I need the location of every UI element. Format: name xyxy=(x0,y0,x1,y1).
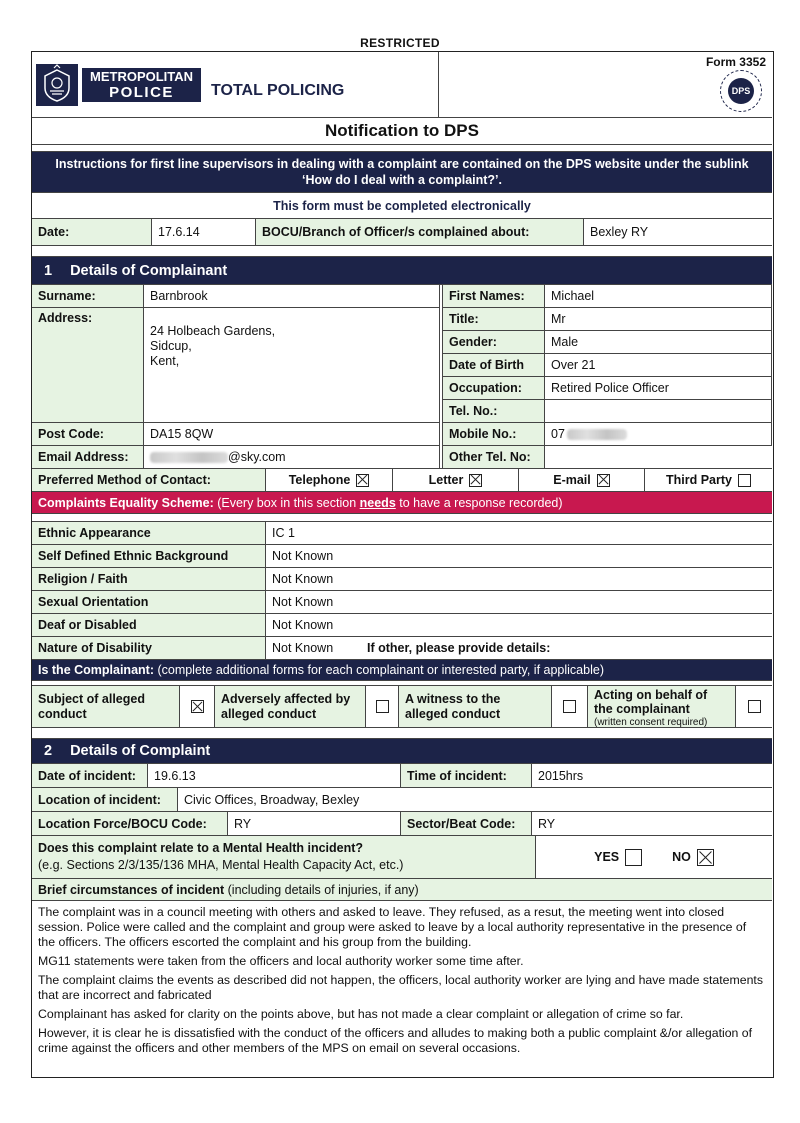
mh-yes-label: YES xyxy=(594,850,620,864)
sector-code-label: Sector/Beat Code: xyxy=(401,812,532,836)
email-value[interactable] xyxy=(144,446,440,469)
deaf-disabled-label: Deaf or Disabled xyxy=(32,614,266,637)
section1-number: 1 xyxy=(44,262,53,279)
narrative-paragraph: The complaint was in a council meeting with others and asked to leave. They refused, as a resut, the meeting went into closed session. Police were called and the complaint and group were asked to leave by a local authority representative in the presence of the officers. The officers escorted the complaint and his group from the building. xyxy=(38,905,747,949)
mh-yes-checkbox[interactable] xyxy=(625,849,642,866)
narrative-paragraph: The complaint claims the events as described did not happen, the officers, local authority worker are lying and have made statements that are incorrect and fabricated xyxy=(38,973,763,1002)
ethnic-appearance-value[interactable]: IC 1 xyxy=(266,522,772,545)
met-police-logo-area xyxy=(32,52,439,118)
force-code-value[interactable]: RY xyxy=(228,812,401,836)
deaf-disabled-value[interactable]: Not Known xyxy=(266,614,772,637)
other-details-label: If other, please provide details: xyxy=(367,641,551,655)
contact-method-label: Preferred Method of Contact: xyxy=(32,469,266,492)
incident-date-value[interactable]: 19.6.13 xyxy=(148,764,401,788)
sector-code-value[interactable]: RY xyxy=(532,812,772,836)
mental-health-note: (e.g. Sections 2/3/135/136 MHA, Mental Health Capacity Act, etc.) xyxy=(38,858,404,872)
email-label: Email Address: xyxy=(32,446,144,469)
incident-location-row xyxy=(32,788,772,812)
other-tel-value[interactable] xyxy=(545,446,772,469)
force-code-label: Location Force/BOCU Code: xyxy=(32,812,228,836)
spacer xyxy=(32,728,772,739)
mental-health-question: Does this complaint relate to a Mental Health incident? xyxy=(38,841,364,855)
email-checkbox[interactable] xyxy=(597,474,610,487)
org-line1: METROPOLITAN xyxy=(90,68,194,84)
narrative-paragraph: MG11 statements were taken from the officers and local authority worker some time after. xyxy=(38,954,524,968)
force-sector-row xyxy=(32,812,772,836)
equality-note-pre: (Every box in this section xyxy=(213,495,360,510)
dob-label: Date of Birth xyxy=(443,354,545,377)
ethnic-background-label: Self Defined Ethnic Background xyxy=(32,545,266,568)
mobile-prefix: 07 xyxy=(551,427,565,441)
met-police-wordmark xyxy=(82,68,201,102)
org-line2: POLICE xyxy=(109,83,174,101)
adversely-affected-checkbox[interactable] xyxy=(376,700,389,713)
telephone-checkbox[interactable] xyxy=(356,474,369,487)
disability-nature-value[interactable]: Not Known xyxy=(272,641,334,655)
section2-number: 2 xyxy=(44,743,53,759)
acting-on-behalf-checkbox[interactable] xyxy=(748,700,761,713)
title-label: Title: xyxy=(443,308,545,331)
equality-row xyxy=(32,522,772,545)
tel-value[interactable] xyxy=(545,400,772,423)
dps-seal-icon xyxy=(720,70,762,112)
dob-value[interactable]: Over 21 xyxy=(545,354,772,377)
spacer xyxy=(32,145,772,152)
letter-checkbox[interactable] xyxy=(469,474,482,487)
title-value[interactable]: Mr xyxy=(545,308,772,331)
contact-option-letter[interactable] xyxy=(393,469,519,492)
complainant-details xyxy=(32,285,772,469)
equality-note-post: to have a response recorded) xyxy=(395,495,563,510)
postcode-value[interactable]: DA15 8QW xyxy=(144,423,440,446)
equality-header xyxy=(32,492,772,514)
restricted-marking: RESTRICTED xyxy=(360,36,440,50)
is-complainant-note: (complete additional forms for each complainant or interested party, if applicable) xyxy=(153,663,604,677)
equality-row xyxy=(32,545,772,568)
mh-no-label: NO xyxy=(672,850,691,864)
brief-circumstances-header xyxy=(32,879,772,901)
witness-label: A witness to the alleged conduct xyxy=(399,686,552,728)
contact-method-row xyxy=(32,469,772,492)
electronic-note-row xyxy=(32,193,772,219)
equality-title: Complaints Equality Scheme: xyxy=(38,495,214,510)
address-line-3: Kent, xyxy=(150,354,180,368)
section1-header xyxy=(32,257,772,285)
acting-on-behalf-label: Acting on behalf of the complainant xyxy=(594,688,708,716)
address-value[interactable] xyxy=(144,308,440,423)
incident-location-value[interactable]: Civic Offices, Broadway, Bexley xyxy=(178,788,772,812)
witness-checkbox[interactable] xyxy=(563,700,576,713)
equality-row xyxy=(32,637,772,660)
address-line-2: Sidcup, xyxy=(150,339,192,353)
sexual-orientation-label: Sexual Orientation xyxy=(32,591,266,614)
spacer xyxy=(32,246,772,257)
postcode-label: Post Code: xyxy=(32,423,144,446)
contact-option-third-party[interactable] xyxy=(645,469,772,492)
page-title: Notification to DPS xyxy=(32,118,772,145)
crest-icon xyxy=(36,64,78,106)
instructions-row xyxy=(32,152,772,193)
contact-option-telephone[interactable] xyxy=(266,469,393,492)
telephone-label: Telephone xyxy=(288,473,351,487)
gender-value[interactable]: Male xyxy=(545,331,772,354)
sexual-orientation-value[interactable]: Not Known xyxy=(266,591,772,614)
incident-date-time-row xyxy=(32,764,772,788)
email-option-label: E-mail xyxy=(553,473,591,487)
mh-no-checkbox[interactable] xyxy=(697,849,714,866)
redacted-mobile xyxy=(567,429,627,440)
section2-title: Details of Complaint xyxy=(70,743,211,759)
equality-needs: needs xyxy=(359,495,396,510)
seal-text: DPS xyxy=(728,78,754,104)
form-number-area xyxy=(439,52,772,118)
mental-health-row xyxy=(32,836,772,879)
section2-header xyxy=(32,739,772,764)
first-names-value[interactable]: Michael xyxy=(545,285,772,308)
bocu-label: BOCU/Branch of Officer/s complained about: xyxy=(256,219,584,246)
electronic-note: This form must be completed electronically xyxy=(32,193,772,219)
email-suffix: @sky.com xyxy=(228,450,286,464)
is-complainant-header xyxy=(32,660,772,681)
bocu-value[interactable]: Bexley RY xyxy=(584,219,772,246)
surname-value[interactable]: Barnbrook xyxy=(144,285,440,308)
form-number: Form 3352 xyxy=(705,55,766,69)
instructions-text: Instructions for first line supervisors in dealing with a complaint are contained on the DPS website under the sublink ‘How do I deal with a complaint?’. xyxy=(32,152,772,193)
gender-label: Gender: xyxy=(443,331,545,354)
letter-label: Letter xyxy=(428,473,464,487)
brief-circumstances-title: Brief circumstances of incident xyxy=(38,882,225,897)
written-consent-note: (written consent required) xyxy=(594,717,708,728)
brief-circumstances-note: (including details of injuries, if any) xyxy=(224,882,419,897)
occupation-label: Occupation: xyxy=(443,377,545,400)
address-label: Address: xyxy=(32,308,144,423)
ethnic-appearance-label: Ethnic Appearance xyxy=(32,522,266,545)
occupation-value[interactable]: Retired Police Officer xyxy=(545,377,772,400)
date-bocu-row xyxy=(32,219,772,246)
incident-time-label: Time of incident: xyxy=(401,764,532,788)
narrative-area xyxy=(32,901,772,1077)
title-row xyxy=(32,118,772,145)
third-party-label: Third Party xyxy=(666,473,732,487)
redacted-email xyxy=(150,452,228,463)
narrative-paragraph: Complainant has asked for clarity on the points above, but has not made a clear complaint or allegation of crime so far. xyxy=(38,1007,684,1021)
contact-option-email[interactable] xyxy=(519,469,645,492)
dps-notification-form xyxy=(31,51,774,1078)
narrative-paragraph: However, it is clear he is dissatisfied with the conduct of the officers and alludes to making both a public complaint &/or allegation of crime against the officers and other members of the MPS on email on several occasions. xyxy=(38,1026,753,1055)
surname-label: Surname: xyxy=(32,285,144,308)
subject-conduct-label: Subject of alleged conduct xyxy=(32,686,180,728)
slogan: TOTAL POLICING xyxy=(211,81,345,99)
subject-conduct-checkbox[interactable] xyxy=(191,700,204,713)
adversely-affected-label: Adversely affected by alleged conduct xyxy=(215,686,366,728)
equality-row xyxy=(32,591,772,614)
tel-label: Tel. No.: xyxy=(443,400,545,423)
form-header xyxy=(32,52,772,118)
religion-label: Religion / Faith xyxy=(32,568,266,591)
first-names-label: First Names: xyxy=(443,285,545,308)
mobile-label: Mobile No.: xyxy=(443,423,545,446)
date-value[interactable]: 17.6.14 xyxy=(152,219,256,246)
section1-title: Details of Complainant xyxy=(70,262,228,279)
incident-time-value[interactable]: 2015hrs xyxy=(532,764,772,788)
equality-row xyxy=(32,614,772,637)
spacer xyxy=(32,514,772,522)
other-tel-label: Other Tel. No: xyxy=(443,446,545,469)
equality-row xyxy=(32,568,772,591)
disability-nature-label: Nature of Disability xyxy=(32,637,266,660)
is-complainant-title: Is the Complainant: xyxy=(38,663,154,677)
narrative-text[interactable] xyxy=(32,901,772,1077)
is-complainant-options xyxy=(32,686,772,728)
incident-location-label: Location of incident: xyxy=(32,788,178,812)
ethnic-background-value[interactable]: Not Known xyxy=(266,545,772,568)
address-line-1: 24 Holbeach Gardens, xyxy=(150,324,276,338)
religion-value[interactable]: Not Known xyxy=(266,568,772,591)
incident-date-label: Date of incident: xyxy=(32,764,148,788)
mobile-value[interactable] xyxy=(545,423,772,446)
date-label: Date: xyxy=(32,219,152,246)
third-party-checkbox[interactable] xyxy=(738,474,751,487)
